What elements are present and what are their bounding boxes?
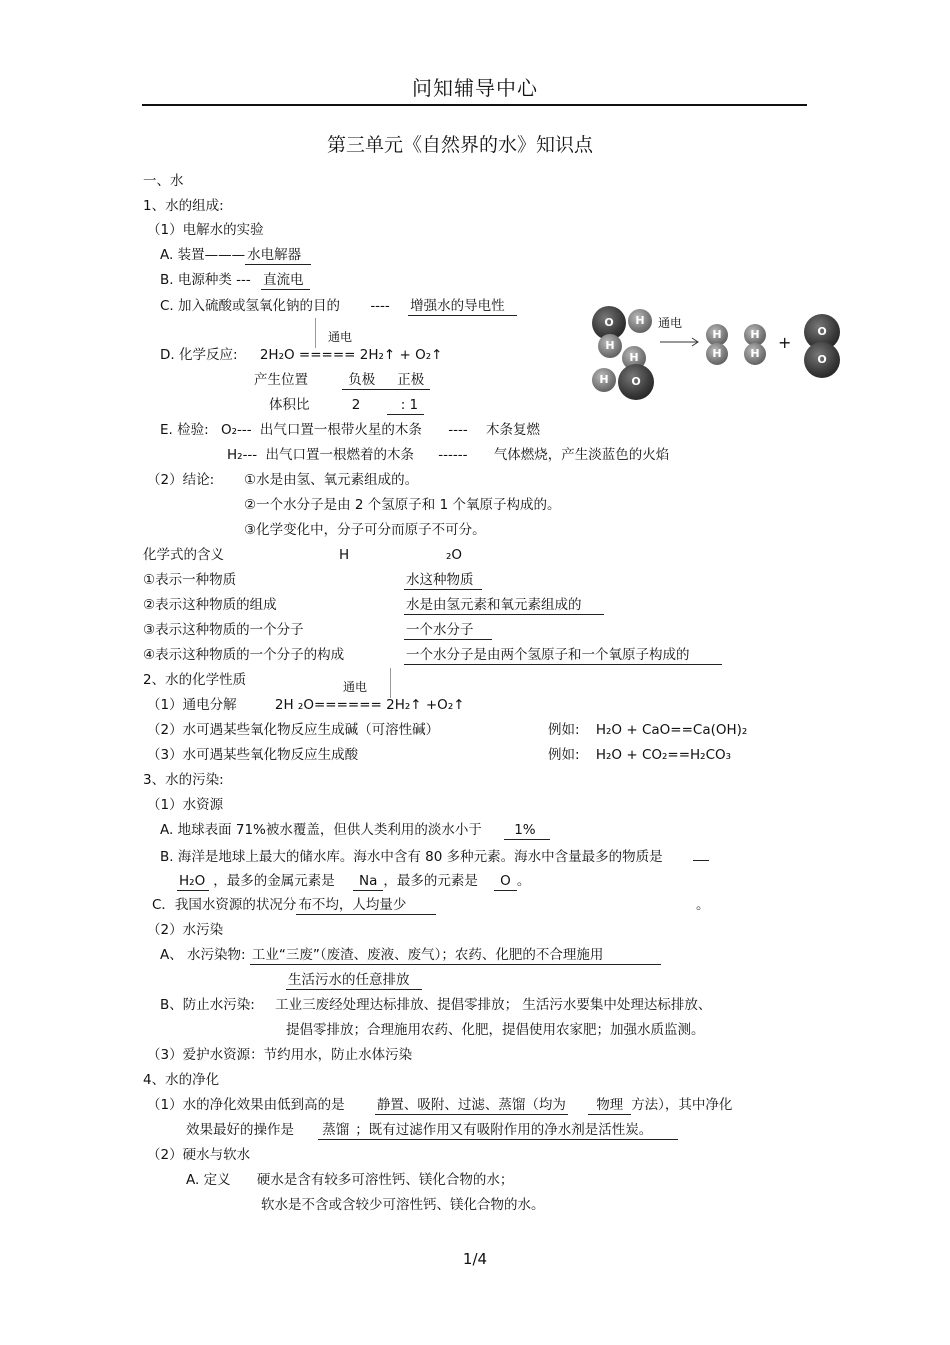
item-heading: （2）硬水与软水 <box>147 1147 251 1163</box>
page-number: 1/4 <box>462 1250 488 1268</box>
line-position <box>254 371 430 390</box>
section-heading: 一、水 <box>143 173 184 189</box>
soft-water-def: 软水是不含或含较少可溶性钙、镁化合物的水。 <box>261 1197 545 1213</box>
answer: 布不均，人均量少 <box>296 896 436 915</box>
formula-o: ₂O <box>446 547 463 563</box>
document-title: 第三单元《自然界的水》知识点 <box>326 134 593 156</box>
answer: 一个水分子 <box>404 621 492 640</box>
answer: 生活污水的任意排放 <box>286 971 422 990</box>
gas: O₂--- <box>220 422 252 438</box>
hydrogen-atom: H <box>706 343 728 365</box>
line-b <box>160 271 310 290</box>
property-2-example <box>548 721 747 739</box>
value: 2 <box>351 397 361 413</box>
pollution-b <box>160 996 711 1014</box>
answer: O <box>494 872 517 891</box>
equation: 2H ₂O====== 2H₂↑ +O₂↑ <box>274 697 465 713</box>
answer: 硬水是含有较多可溶性钙、镁化合物的水； <box>256 1172 514 1188</box>
item-heading: （1）水资源 <box>147 797 224 813</box>
answer: 蒸馏 <box>318 1121 353 1140</box>
line-e2 <box>227 446 669 464</box>
meaning-1-answer <box>404 571 482 590</box>
item-heading: （1）电解水的实验 <box>147 222 264 238</box>
label: A. 定义 <box>186 1172 231 1188</box>
answer: 直流电 <box>261 271 310 290</box>
label: 产生位置 <box>254 372 308 388</box>
resource-b <box>160 846 709 866</box>
label: 效果最好的操作是 <box>186 1122 294 1138</box>
property-3-example <box>548 746 731 764</box>
equation: 2H₂O ===== 2H₂↑ + O₂↑ <box>259 347 443 363</box>
label: 体积比 <box>269 397 310 413</box>
item-heading: （2）水污染 <box>147 922 224 938</box>
subsection-heading: 1、水的组成: <box>143 198 224 214</box>
method: 出气口置一根带火星的木条 <box>259 422 422 438</box>
answer: 正极 <box>381 371 430 390</box>
hard-water-def <box>186 1171 513 1189</box>
resource-b-cont <box>177 872 530 891</box>
answer: H₂O <box>177 872 209 891</box>
answer: 负极 <box>342 371 381 390</box>
section-heading: 4、水的净化 <box>143 1072 220 1088</box>
conclusion-heading: （2）结论: <box>147 472 215 488</box>
diagram-label: 通电 <box>658 316 683 330</box>
text: C．我国水资源的状况分 <box>152 897 297 913</box>
label: （1）水的净化效果由低到高的是 <box>147 1097 345 1113</box>
arrow-right-icon <box>660 336 702 348</box>
label: D. 化学反应: <box>160 347 238 363</box>
hydrogen-atom: H <box>628 309 652 333</box>
answer: 增强水的导电性 <box>408 297 517 316</box>
answer: Na <box>353 872 383 891</box>
pollution-a-cont <box>286 971 422 990</box>
oxygen-atom: O <box>592 306 626 340</box>
line-c <box>160 297 517 316</box>
item-heading: （3）爱护水资源：节约用水，防止水体污染 <box>147 1047 413 1063</box>
plus-sign: + <box>778 333 792 352</box>
line-d <box>160 346 442 364</box>
answer: 静置、吸附、过滤、蒸馏（均为 <box>376 1097 566 1113</box>
meaning-4-answer <box>404 646 722 665</box>
answer: ；既有过滤作用又有吸附作用的净水剂是活性炭。 <box>353 1121 678 1140</box>
header-divider <box>142 104 807 106</box>
label: （1）通电分解 <box>147 697 237 713</box>
label: B、防止水污染: <box>160 997 255 1013</box>
hydrogen-atom: H <box>706 324 728 346</box>
section-heading: 3、水的污染: <box>143 772 224 788</box>
hydrogen-atom: H <box>744 324 766 346</box>
dash: ------ <box>438 447 468 463</box>
meaning-2-answer <box>404 596 604 615</box>
dash: ---- <box>370 298 390 314</box>
meaning-4-label: ④表示这种物质的一个分子的构成 <box>143 647 345 663</box>
oxygen-atom: O <box>618 364 654 400</box>
oxygen-atom: O <box>804 342 840 378</box>
electrolysis-diagram <box>588 300 848 400</box>
purify-1-cont <box>186 1121 678 1140</box>
hydrogen-atom: H <box>744 343 766 365</box>
pollution-b-cont: 提倡零排放；合理施用农药、化肥，提倡使用农家肥；加强水质监测。 <box>286 1022 705 1038</box>
result: 气体燃烧，产生淡蓝色的火焰 <box>493 447 670 463</box>
condition-box-edge <box>390 668 391 698</box>
meaning-2-label: ②表示这种物质的组成 <box>143 597 277 613</box>
dash: ——— <box>204 247 246 263</box>
property-2: （2）水可遇某些氧化物反应生成碱（可溶性碱） <box>147 722 440 738</box>
label: C. 加入硫酸或氢氧化钠的目的 <box>160 298 341 314</box>
method: 出气口置一根燃着的木条 <box>265 447 414 463</box>
resource-c-end: 。 <box>696 897 710 913</box>
condition-box-edge <box>315 318 316 348</box>
property-3: （3）水可遇某些氧化物反应生成酸 <box>147 747 359 763</box>
text: ，最多的元素是 <box>383 873 478 889</box>
label: 例如: <box>548 722 580 738</box>
property-1 <box>147 696 465 714</box>
pollution-a <box>160 946 661 965</box>
label: E. 检验: <box>160 422 209 438</box>
answer: 工业“三废”（废渣、废液、废气）；农药、化肥的不合理施用 <box>250 946 662 965</box>
conclusion-2: ②一个水分子是由 2 个氢原子和 1 个氧原子构成的。 <box>244 497 561 513</box>
answer: : 1 <box>387 396 424 415</box>
condition-label: 通电 <box>343 680 368 694</box>
hydrogen-atom: H <box>598 334 622 358</box>
label: 例如: <box>548 747 580 763</box>
answer: 水这种物质 <box>404 571 482 590</box>
label: A. 装置 <box>160 247 205 263</box>
answer: 一个水分子是由两个氢原子和一个氧原子构成的 <box>404 646 722 665</box>
result: 木条复燃 <box>486 422 541 438</box>
hydrogen-atom: H <box>592 368 616 392</box>
meaning-1-label: ①表示一种物质 <box>143 572 237 588</box>
answer: 工业三废经处理达标排放、提倡零排放； 生活污水要集中处理达标排放、 <box>275 997 712 1013</box>
line-a <box>160 246 311 265</box>
conclusion-3: ③化学变化中，分子可分而原子不可分。 <box>244 522 486 538</box>
answer: 1% <box>504 821 549 840</box>
text: ，最多的金属元素是 <box>213 873 335 889</box>
label: A、 水污染物: <box>160 947 246 963</box>
dash: ---- <box>448 422 468 438</box>
oxygen-atom: O <box>804 314 840 350</box>
text: B. 海洋是地球上最大的储水库。海水中含有 80 多种元素。海水中含量最多的物质是 <box>160 849 663 865</box>
text: 。 <box>516 873 531 889</box>
answer: 水电解器 <box>245 246 311 265</box>
text: A. 地球表面 71%被水覆盖，但供人类利用的淡水小于 <box>160 822 482 838</box>
gas: H₂--- <box>227 447 258 463</box>
formula-h: H <box>339 547 350 563</box>
answer-blank <box>693 846 709 861</box>
label: B. 电源种类 --- <box>160 272 251 288</box>
header-title: 问知辅导中心 <box>412 76 538 100</box>
meaning-3-label: ③表示这种物质的一个分子 <box>143 622 304 638</box>
answer: 物理 <box>588 1096 631 1115</box>
hydrogen-atom: H <box>622 346 646 370</box>
section-heading: 2、水的化学性质 <box>143 672 247 688</box>
equation: H₂O + CaO==Ca(OH)₂ <box>595 722 748 738</box>
condition-label: 通电 <box>328 330 353 344</box>
purify-1 <box>147 1096 732 1115</box>
meaning-3-answer <box>404 621 492 640</box>
line-volume <box>269 396 424 415</box>
text: 方法），其中净化 <box>631 1097 733 1113</box>
answer: 水是由氢元素和氧元素组成的 <box>404 596 604 615</box>
resource-c <box>152 896 436 915</box>
line-e1 <box>160 421 540 439</box>
conclusion-1: ①水是由氢、氧元素组成的。 <box>244 472 419 488</box>
resource-a <box>160 821 550 840</box>
formula-label: 化学式的含义 <box>143 547 224 563</box>
equation: H₂O + CO₂==H₂CO₃ <box>595 747 732 763</box>
